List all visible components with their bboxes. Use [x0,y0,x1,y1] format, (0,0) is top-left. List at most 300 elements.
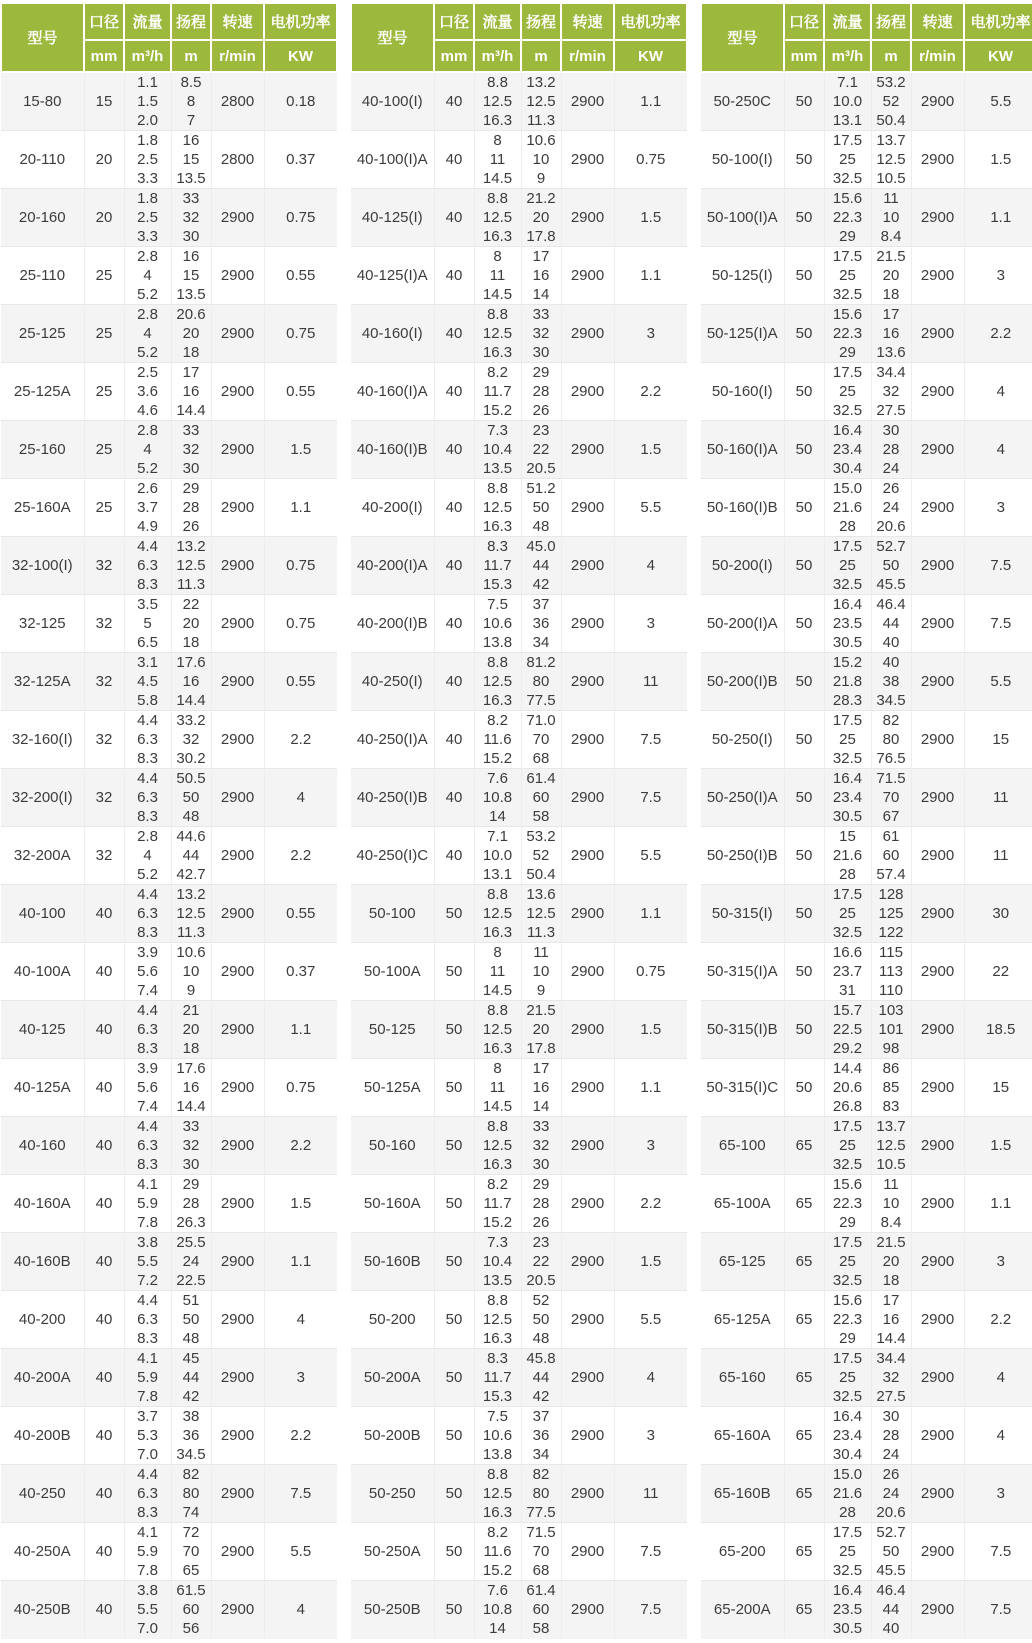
flow-cell: 17.5 25 32.5 [824,537,871,595]
flow-cell: 1.8 2.5 3.3 [124,189,171,247]
speed-cell: 2900 [211,189,264,247]
table-row [351,1407,687,1465]
diameter-cell: 65 [784,1581,824,1639]
speed-cell: 2900 [561,1117,614,1175]
speed-cell: 2900 [911,1175,964,1233]
flow-cell: 4.1 5.9 7.8 [124,1349,171,1407]
head-cell: 33 32 30 [521,1117,561,1175]
flow-cell: 15 21.6 28 [824,827,871,885]
flow-cell: 8.8 12.5 16.3 [474,1001,521,1059]
header-head: 扬程 [871,3,911,40]
flow-cell: 16.4 23.5 30.5 [824,595,871,653]
table-row [1,72,337,131]
diameter-cell: 20 [84,131,124,189]
speed-cell: 2900 [211,653,264,711]
diameter-cell: 40 [434,305,474,363]
speed-cell: 2900 [561,189,614,247]
table-row [351,1233,687,1291]
diameter-cell: 50 [434,1117,474,1175]
table-row [1,711,337,769]
diameter-cell: 40 [434,131,474,189]
header-model: 型号 [351,3,434,72]
flow-cell: 17.5 25 32.5 [824,1523,871,1581]
power-cell: 1.1 [614,1059,687,1117]
power-cell: 7.5 [964,1523,1032,1581]
head-cell: 52.7 50 45.5 [871,537,911,595]
model-cell: 65-100A [701,1175,784,1233]
power-cell: 0.75 [264,595,337,653]
head-cell: 34.4 32 27.5 [871,1349,911,1407]
table-row [1,1175,337,1233]
speed-cell: 2900 [911,711,964,769]
diameter-cell: 65 [784,1465,824,1523]
power-cell: 3 [964,247,1032,305]
flow-cell: 8.2 11.7 15.2 [474,1175,521,1233]
flow-cell: 2.8 4 5.2 [124,305,171,363]
header-diameter-unit: mm [84,40,124,72]
header-model: 型号 [1,3,84,72]
speed-cell: 2900 [911,305,964,363]
table-row [351,1349,687,1407]
power-cell: 4 [264,769,337,827]
speed-cell: 2900 [211,885,264,943]
flow-cell: 3.7 5.3 7.0 [124,1407,171,1465]
flow-cell: 4.4 6.3 8.3 [124,1001,171,1059]
head-cell: 45 44 42 [171,1349,211,1407]
flow-cell: 8.3 11.7 15.3 [474,1349,521,1407]
diameter-cell: 40 [434,421,474,479]
flow-cell: 3.9 5.6 7.4 [124,1059,171,1117]
flow-cell: 1.1 1.5 2.0 [124,72,171,131]
table-row [351,1291,687,1349]
head-cell: 128 125 122 [871,885,911,943]
speed-cell: 2900 [911,827,964,885]
table-row [701,1349,1032,1407]
flow-cell: 17.5 25 32.5 [824,131,871,189]
power-cell: 18.5 [964,1001,1032,1059]
table-body [351,72,687,1639]
power-cell: 1.5 [614,421,687,479]
model-cell: 40-125(I) [351,189,434,247]
diameter-cell: 50 [434,943,474,1001]
flow-cell: 7.1 10.0 13.1 [474,827,521,885]
power-cell: 5.5 [614,1291,687,1349]
table-row [1,1001,337,1059]
diameter-cell: 40 [84,885,124,943]
power-cell: 7.5 [964,595,1032,653]
diameter-cell: 50 [784,1001,824,1059]
head-cell: 29 28 26 [171,479,211,537]
table-row [701,1407,1032,1465]
flow-cell: 2.5 3.6 4.6 [124,363,171,421]
diameter-cell: 40 [84,1001,124,1059]
table-row [701,711,1032,769]
head-cell: 17 16 13.6 [871,305,911,363]
diameter-cell: 40 [434,479,474,537]
model-cell: 50-315(I)C [701,1059,784,1117]
power-cell: 4 [264,1291,337,1349]
speed-cell: 2900 [561,1059,614,1117]
table-row [351,595,687,653]
diameter-cell: 50 [784,247,824,305]
power-cell: 1.5 [264,1175,337,1233]
table-row [701,537,1032,595]
table-row [1,595,337,653]
speed-cell: 2900 [911,1349,964,1407]
header-flow-unit: m³/h [824,40,871,72]
power-cell: 7.5 [614,711,687,769]
speed-cell: 2900 [211,595,264,653]
spec-table-left [0,2,338,1639]
diameter-cell: 40 [434,827,474,885]
table-row [701,479,1032,537]
power-cell: 1.5 [264,421,337,479]
head-cell: 29 28 26 [521,363,561,421]
model-cell: 50-250A [351,1523,434,1581]
flow-cell: 17.5 25 32.5 [824,711,871,769]
diameter-cell: 50 [784,72,824,131]
head-cell: 82 80 76.5 [871,711,911,769]
model-cell: 65-160A [701,1407,784,1465]
power-cell: 0.37 [264,943,337,1001]
header-diameter: 口径 [434,3,474,40]
flow-cell: 8.8 12.5 16.3 [474,189,521,247]
model-cell: 65-200A [701,1581,784,1639]
power-cell: 15 [964,1059,1032,1117]
speed-cell: 2900 [211,305,264,363]
diameter-cell: 40 [84,1291,124,1349]
table-row [1,885,337,943]
model-cell: 40-200(I) [351,479,434,537]
table-row [1,479,337,537]
head-cell: 40 38 34.5 [871,653,911,711]
power-cell: 1.5 [614,1233,687,1291]
power-cell: 3 [614,1407,687,1465]
speed-cell: 2900 [911,421,964,479]
head-cell: 71.5 70 68 [521,1523,561,1581]
power-cell: 0.75 [614,943,687,1001]
flow-cell: 8 11 14.5 [474,1059,521,1117]
power-cell: 1.1 [614,247,687,305]
flow-cell: 8.8 12.5 16.3 [474,1117,521,1175]
diameter-cell: 65 [784,1349,824,1407]
header-diameter: 口径 [784,3,824,40]
speed-cell: 2900 [561,595,614,653]
speed-cell: 2900 [911,1465,964,1523]
diameter-cell: 15 [84,72,124,131]
model-cell: 50-200A [351,1349,434,1407]
head-cell: 21.5 20 18 [871,247,911,305]
speed-cell: 2900 [911,247,964,305]
head-cell: 20.6 20 18 [171,305,211,363]
diameter-cell: 50 [784,537,824,595]
speed-cell: 2900 [911,363,964,421]
power-cell: 2.2 [264,1117,337,1175]
speed-cell: 2900 [561,1581,614,1639]
table-row [1,1523,337,1581]
table-row [351,885,687,943]
flow-cell: 16.4 23.4 30.4 [824,1407,871,1465]
table-row [351,1001,687,1059]
model-cell: 40-160(I)A [351,363,434,421]
flow-cell: 8.8 12.5 16.3 [474,1465,521,1523]
head-cell: 21.5 20 17.8 [521,1001,561,1059]
power-cell: 7.5 [264,1465,337,1523]
diameter-cell: 40 [84,1465,124,1523]
header-power: 电机功率 [614,3,687,40]
table-row [1,1117,337,1175]
flow-cell: 15.2 21.8 28.3 [824,653,871,711]
flow-cell: 17.5 25 32.5 [824,247,871,305]
speed-cell: 2900 [911,537,964,595]
speed-cell: 2900 [211,1465,264,1523]
flow-cell: 4.4 6.3 8.3 [124,1117,171,1175]
speed-cell: 2900 [211,1581,264,1639]
flow-cell: 16.4 23.4 30.4 [824,421,871,479]
header-speed-unit: r/min [561,40,614,72]
table-row [351,653,687,711]
table-row [701,363,1032,421]
flow-cell: 16.4 23.5 30.5 [824,1581,871,1639]
flow-cell: 3.1 4.5 5.8 [124,653,171,711]
power-cell: 2.2 [264,827,337,885]
flow-cell: 8.2 11.7 15.2 [474,363,521,421]
flow-cell: 2.8 4 5.2 [124,247,171,305]
flow-cell: 15.6 22.3 29 [824,1175,871,1233]
head-cell: 11 10 8.4 [871,1175,911,1233]
model-cell: 40-250(I)B [351,769,434,827]
head-cell: 17.6 16 14.4 [171,1059,211,1117]
power-cell: 2.2 [264,711,337,769]
header-diameter: 口径 [84,3,124,40]
power-cell: 7.5 [614,1523,687,1581]
head-cell: 34.4 32 27.5 [871,363,911,421]
speed-cell: 2900 [211,1059,264,1117]
power-cell: 1.5 [614,1001,687,1059]
speed-cell: 2900 [561,1465,614,1523]
model-cell: 40-160A [1,1175,84,1233]
flow-cell: 15.0 21.6 28 [824,1465,871,1523]
head-cell: 61.4 60 58 [521,1581,561,1639]
power-cell: 2.2 [614,1175,687,1233]
power-cell: 5.5 [964,72,1032,131]
head-cell: 17 16 14.4 [171,363,211,421]
flow-cell: 7.1 10.0 13.1 [824,72,871,131]
table-row [701,189,1032,247]
table-row [701,827,1032,885]
power-cell: 3 [964,479,1032,537]
table-row [351,189,687,247]
head-cell: 26 24 20.6 [871,1465,911,1523]
flow-cell: 2.6 3.7 4.9 [124,479,171,537]
table-row [351,1175,687,1233]
table-row [1,363,337,421]
flow-cell: 8.2 11.6 15.2 [474,711,521,769]
head-cell: 13.7 12.5 10.5 [871,131,911,189]
model-cell: 40-160(I) [351,305,434,363]
speed-cell: 2900 [911,1117,964,1175]
speed-cell: 2800 [211,72,264,131]
header-diameter-unit: mm [784,40,824,72]
power-cell: 0.55 [264,247,337,305]
head-cell: 33 32 30 [521,305,561,363]
flow-cell: 3.8 5.5 7.0 [124,1581,171,1639]
power-cell: 5.5 [264,1523,337,1581]
diameter-cell: 40 [84,943,124,1001]
power-cell: 0.18 [264,72,337,131]
table-row [351,1059,687,1117]
diameter-cell: 40 [434,72,474,131]
head-cell: 61.5 60 56 [171,1581,211,1639]
model-cell: 32-125 [1,595,84,653]
model-cell: 50-100(I) [701,131,784,189]
table-row [351,537,687,595]
table-row [351,1581,687,1639]
flow-cell: 7.6 10.8 14 [474,769,521,827]
flow-cell: 14.4 20.6 26.8 [824,1059,871,1117]
flow-cell: 17.5 25 32.5 [824,1349,871,1407]
head-cell: 46.4 44 40 [871,1581,911,1639]
power-cell: 7.5 [964,537,1032,595]
head-cell: 30 28 24 [871,1407,911,1465]
header-speed: 转速 [211,3,264,40]
head-cell: 11 10 8.4 [871,189,911,247]
table-row [351,479,687,537]
table-row [701,421,1032,479]
speed-cell: 2900 [211,1175,264,1233]
power-cell: 0.75 [614,131,687,189]
speed-cell: 2900 [911,1001,964,1059]
model-cell: 40-125A [1,1059,84,1117]
flow-cell: 4.4 6.3 8.3 [124,1291,171,1349]
model-cell: 32-200(I) [1,769,84,827]
speed-cell: 2900 [211,1523,264,1581]
table-row [351,421,687,479]
power-cell: 4 [614,537,687,595]
flow-cell: 7.3 10.4 13.5 [474,1233,521,1291]
power-cell: 3 [964,1465,1032,1523]
diameter-cell: 40 [84,1175,124,1233]
model-cell: 65-160B [701,1465,784,1523]
header-flow-unit: m³/h [124,40,171,72]
header-power-unit: KW [264,40,337,72]
table-row [351,1465,687,1523]
table-row [1,131,337,189]
flow-cell: 16.6 23.7 31 [824,943,871,1001]
flow-cell: 3.5 5 6.5 [124,595,171,653]
head-cell: 13.2 12.5 11.3 [521,72,561,131]
speed-cell: 2900 [561,885,614,943]
header-head: 扬程 [171,3,211,40]
diameter-cell: 40 [84,1407,124,1465]
diameter-cell: 50 [784,479,824,537]
head-cell: 21.2 20 17.8 [521,189,561,247]
head-cell: 52 50 48 [521,1291,561,1349]
speed-cell: 2900 [211,769,264,827]
model-cell: 65-160 [701,1349,784,1407]
table-row [701,769,1032,827]
flow-cell: 17.5 25 32.5 [824,1233,871,1291]
diameter-cell: 50 [434,1175,474,1233]
table-row [701,1465,1032,1523]
model-cell: 40-100 [1,885,84,943]
speed-cell: 2900 [911,131,964,189]
header-flow-unit: m³/h [474,40,521,72]
power-cell: 0.55 [264,885,337,943]
model-cell: 20-160 [1,189,84,247]
speed-cell: 2900 [211,537,264,595]
flow-cell: 17.5 25 32.5 [824,363,871,421]
power-cell: 5.5 [614,827,687,885]
flow-cell: 8.2 11.6 15.2 [474,1523,521,1581]
table-row [1,1059,337,1117]
diameter-cell: 50 [784,1059,824,1117]
speed-cell: 2900 [561,537,614,595]
flow-cell: 8 11 14.5 [474,131,521,189]
flow-cell: 4.4 6.3 8.3 [124,537,171,595]
speed-cell: 2900 [911,1407,964,1465]
table-header [1,3,337,72]
table-row [701,1059,1032,1117]
speed-cell: 2900 [911,189,964,247]
flow-cell: 8 11 14.5 [474,943,521,1001]
flow-cell: 17.5 25 32.5 [824,1117,871,1175]
model-cell: 40-125 [1,1001,84,1059]
table-row [351,305,687,363]
table-row [701,885,1032,943]
table-row [701,1117,1032,1175]
speed-cell: 2900 [561,1523,614,1581]
speed-cell: 2900 [561,943,614,1001]
header-model: 型号 [701,3,784,72]
table-row [701,1233,1032,1291]
model-cell: 50-160(I)A [701,421,784,479]
flow-cell: 15.7 22.5 29.2 [824,1001,871,1059]
flow-cell: 8.8 12.5 16.3 [474,885,521,943]
model-cell: 40-200(I)A [351,537,434,595]
power-cell: 2.2 [264,1407,337,1465]
table-row [701,943,1032,1001]
head-cell: 52.7 50 45.5 [871,1523,911,1581]
head-cell: 115 113 110 [871,943,911,1001]
head-cell: 8.5 8 7 [171,72,211,131]
model-cell: 50-250C [701,72,784,131]
speed-cell: 2900 [211,421,264,479]
head-cell: 86 85 83 [871,1059,911,1117]
head-cell: 10.6 10 9 [171,943,211,1001]
flow-cell: 4.4 6.3 8.3 [124,1465,171,1523]
diameter-cell: 40 [434,653,474,711]
power-cell: 5.5 [614,479,687,537]
power-cell: 5.5 [964,653,1032,711]
model-cell: 65-125A [701,1291,784,1349]
table-row [351,943,687,1001]
flow-cell: 7.6 10.8 14 [474,1581,521,1639]
model-cell: 40-200B [1,1407,84,1465]
speed-cell: 2900 [211,1291,264,1349]
model-cell: 50-315(I)A [701,943,784,1001]
model-cell: 40-200 [1,1291,84,1349]
model-cell: 65-200 [701,1523,784,1581]
table-row [351,827,687,885]
power-cell: 2.2 [614,363,687,421]
power-cell: 4 [964,363,1032,421]
model-cell: 50-250B [351,1581,434,1639]
model-cell: 50-250(I)A [701,769,784,827]
diameter-cell: 50 [784,363,824,421]
header-head: 扬程 [521,3,561,40]
table-row [701,595,1032,653]
